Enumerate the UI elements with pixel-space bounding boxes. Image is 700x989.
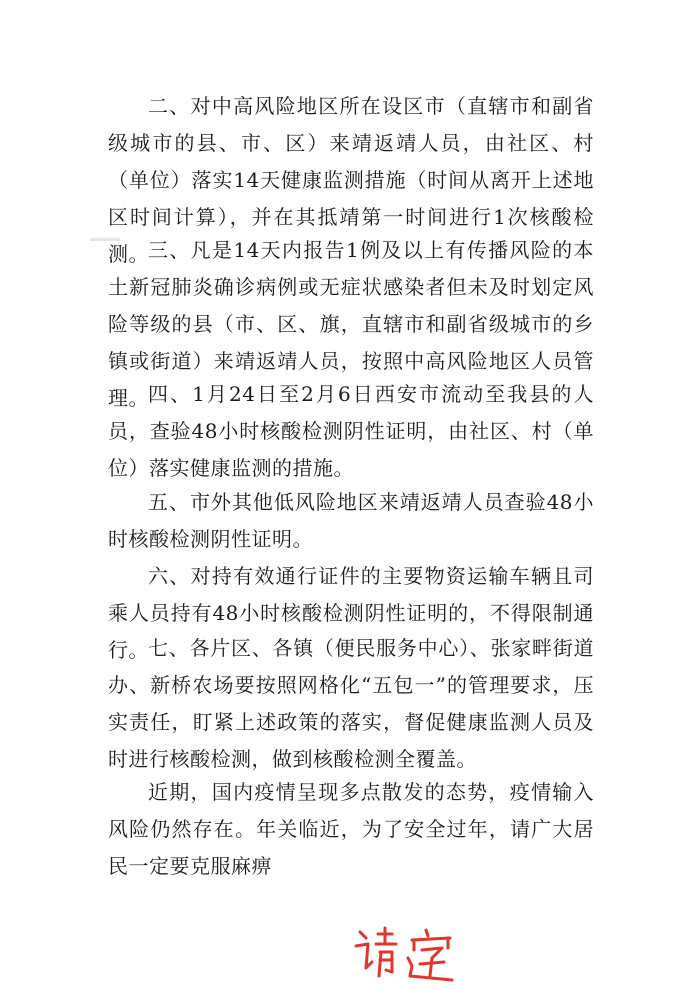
paragraph-item-2: 二、对中高风险地区所在设区市（直辖市和副省级城市的县、市、区）来靖返靖人员，由社区、村（单位）落实14天健康监测措施（时间从离开上述地区时间计算），并在其抵靖第一时间进行1次核酸检测。	[108, 94, 594, 266]
official-seal-stamp	[352, 924, 470, 984]
seal-stamp-icon	[352, 924, 470, 984]
closing-paragraph: 近期，国内疫情呈现多点散发的态势，疫情输入风险仍然存在。年关临近，为了安全过年，请广大居民一定要克服麻痹	[108, 780, 594, 878]
paragraph-item-7: 七、各片区、各镇（便民服务中心）、张家畔街道办、新桥农场要按照网格化“五包一”的管理要求，压实责任，盯紧上述政策的落实，督促健康监测人员及时进行核酸检测，做到核酸检测全覆盖。	[108, 636, 594, 771]
paragraph-item-6: 六、对持有效通行证件的主要物资运输车辆且司乘人员持有48小时核酸检测阴性证明的，不得限制通行。	[108, 564, 594, 662]
paragraph-item-3: 三、凡是14天内报告1例及以上有传播风险的本土新冠肺炎确诊病例或无症状感染者但未及时划定风险等级的县（市、区、旗，直辖市和副省级城市的乡镇或街道）来靖返靖人员，按照中高风险地区人员管理。	[108, 238, 594, 410]
paragraph-item-4: 四、1月24日至2月6日西安市流动至我县的人员，查验48小时核酸检测阴性证明，由社区、村（单位）落实健康监测的措施。	[108, 382, 594, 480]
paragraph-item-5: 五、市外其他低风险地区来靖返靖人员查验48小时核酸检测阴性证明。	[108, 490, 594, 551]
